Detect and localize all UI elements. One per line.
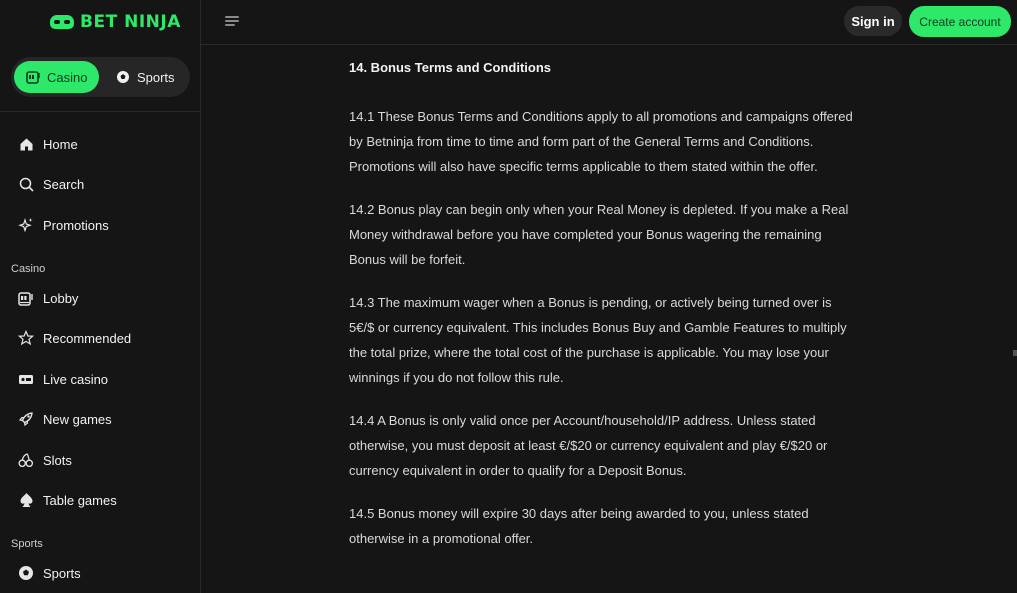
sidebar-item-home[interactable]	[18, 133, 188, 155]
sidebar-item-label: Sports	[43, 565, 81, 581]
cherries-icon	[18, 452, 34, 468]
section-label-sports: Sports	[11, 538, 43, 550]
home-icon	[18, 136, 34, 152]
sidebar-item-lobby[interactable]	[18, 287, 188, 309]
terms-content	[349, 60, 859, 569]
slot-machine-icon	[18, 290, 34, 306]
top-bar	[201, 0, 1017, 45]
sidebar-item-promotions[interactable]	[18, 214, 188, 236]
terms-paragraph: 14.1 These Bonus Terms and Conditions apply to all promotions and campaigns offered by Betninja from time to time and form part of the General Terms and Conditions. Promotions will also have specific terms applicable to them stated within the offer.	[349, 109, 853, 174]
sidebar-item-recommended[interactable]	[18, 327, 188, 349]
star-icon	[18, 330, 34, 346]
sports-tab-label: Sports	[136, 69, 175, 85]
scrollbar-thumb[interactable]	[1013, 350, 1017, 356]
casino-tab-label: Casino	[47, 69, 88, 85]
sidebar-item-label: Home	[43, 136, 78, 152]
casino-sports-switcher	[11, 57, 190, 97]
section-label-casino: Casino	[11, 263, 46, 275]
sidebar-item-slots[interactable]	[18, 449, 188, 471]
soccer-ball-icon	[18, 565, 34, 581]
create-account-button[interactable]: Create account	[909, 6, 1011, 37]
search-icon	[18, 176, 34, 192]
brand-logo[interactable]	[50, 10, 181, 34]
casino-tab[interactable]	[14, 61, 99, 93]
soccer-ball-icon	[115, 69, 131, 85]
terms-paragraph: 14.3 The maximum wager when a Bonus is pending, or actively being turned over is 5€/$ or currency equivalent. This includes Bonus Buy and Gamble Features to multiply the total prize, where the total cost of the purchase is applicable. You may lose your winnings if you do not follow this rule.	[349, 295, 847, 385]
ninja-mask-icon	[50, 15, 74, 29]
sports-tab[interactable]	[103, 61, 188, 93]
sign-in-button[interactable]: Sign in	[844, 6, 902, 36]
page-title: 14. Bonus Terms and Conditions	[349, 60, 552, 75]
sidebar-item-label: New games	[43, 411, 112, 427]
terms-paragraph: 14.4 A Bonus is only valid once per Account/household/IP address. Unless stated otherwise, you must deposit at least €/$20 or currency equivalent and play €/$20 or currency equivalent in order to qualify for a Deposit Bonus.	[349, 413, 828, 478]
sidebar-item-label: Search	[43, 176, 85, 192]
terms-paragraph: 14.2 Bonus play can begin only when your Real Money is depleted. If you make a Real Money withdrawal before you have completed your Bonus wagering the remaining Bonus will be forfeit.	[349, 202, 849, 267]
sidebar-divider	[0, 111, 201, 112]
sidebar-item-live-casino[interactable]	[18, 368, 188, 390]
rocket-icon	[18, 411, 34, 427]
sidebar-item-search[interactable]	[18, 173, 188, 195]
spade-icon	[18, 492, 34, 508]
hamburger-menu-icon[interactable]	[225, 15, 239, 27]
slot-machine-icon	[25, 69, 41, 85]
sidebar	[0, 0, 201, 593]
sidebar-item-table-games[interactable]	[18, 489, 188, 511]
terms-paragraph: 14.5 Bonus money will expire 30 days after being awarded to you, unless stated otherwise in a promotional offer.	[349, 506, 809, 546]
sidebar-item-label: Slots	[43, 452, 72, 468]
brand-name: BET NINJA	[80, 12, 181, 32]
sidebar-item-label: Lobby	[43, 290, 79, 306]
sidebar-item-new-games[interactable]	[18, 408, 188, 430]
sidebar-item-label: Live casino	[43, 371, 109, 387]
sidebar-item-label: Table games	[43, 492, 117, 508]
sidebar-item-label: Recommended	[43, 330, 132, 346]
live-video-icon	[18, 371, 34, 387]
sparkle-icon	[18, 217, 34, 233]
sidebar-item-label: Promotions	[43, 217, 109, 233]
sidebar-item-sports[interactable]	[18, 562, 188, 584]
